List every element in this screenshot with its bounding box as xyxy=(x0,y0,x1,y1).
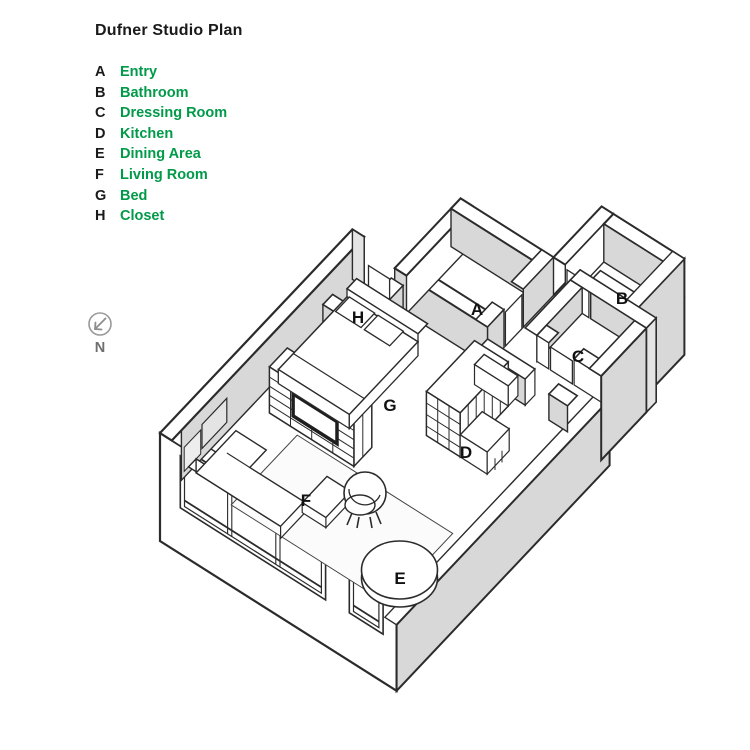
room-label-dining: E xyxy=(394,569,406,588)
legend-name: Closet xyxy=(120,208,165,225)
legend-letter: B xyxy=(95,84,106,101)
legend-item-living-room xyxy=(95,167,355,188)
legend-name: Living Room xyxy=(120,166,208,183)
legend-letter: A xyxy=(95,64,106,80)
legend-letter: F xyxy=(95,166,104,183)
legend-item-entry xyxy=(95,64,355,85)
room-label-bed: G xyxy=(383,396,397,415)
room-label-closet: H xyxy=(351,308,365,327)
north-arrow-icon xyxy=(95,319,106,330)
legend-letter: C xyxy=(95,105,106,122)
page-title: Dufner Studio Plan xyxy=(95,22,243,39)
room-label-dressing: C xyxy=(571,347,585,366)
north-label: N xyxy=(94,340,106,356)
legend-item-kitchen xyxy=(95,126,355,147)
legend-letter: G xyxy=(95,187,107,204)
legend-name: Entry xyxy=(120,64,158,80)
room-label-bathroom: B xyxy=(615,289,629,308)
room-label-entry: A xyxy=(470,300,484,319)
legend-item-closet xyxy=(95,208,355,229)
legend-name: Bathroom xyxy=(120,84,189,101)
legend-name: Bed xyxy=(120,187,148,204)
legend-name: Kitchen xyxy=(120,125,174,142)
legend-item-dining-area xyxy=(95,146,355,167)
legend-letter: H xyxy=(95,208,106,225)
legend-item-dressing-room xyxy=(95,105,355,126)
legend-name: Dining Area xyxy=(120,146,201,163)
legend xyxy=(95,22,355,229)
legend-name: Dressing Room xyxy=(120,105,228,122)
room-label-kitchen: D xyxy=(459,443,473,462)
legend-letter: E xyxy=(95,146,105,163)
legend-item-bathroom xyxy=(95,85,355,106)
legend-letter: D xyxy=(95,125,106,142)
legend-item-bed xyxy=(95,188,355,209)
room-label-living: F xyxy=(300,491,312,510)
north-indicator xyxy=(89,313,111,356)
